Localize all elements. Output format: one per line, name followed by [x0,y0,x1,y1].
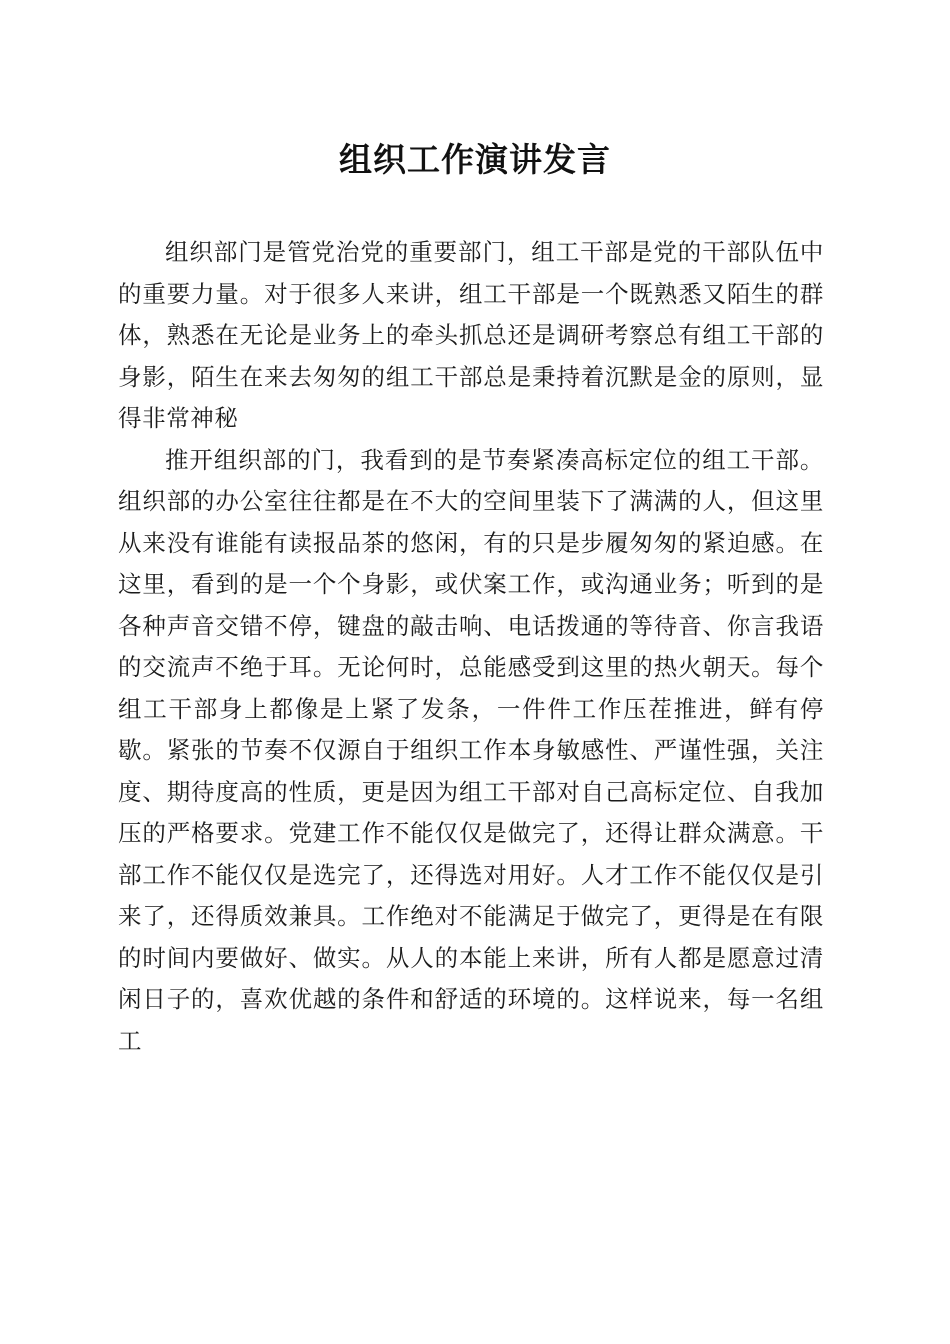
paragraph-2: 推开组织部的门，我看到的是节奏紧凑高标定位的组工干部。组织部的办公室往往都是在不大的空间里装下了满满的人，但这里从来没有谁能有读报品茶的悠闲，有的只是步履匆匆的紧迫感。在这里，看到的是一个个身影，或伏案工作，或沟通业务；听到的是各种声音交错不停，键盘的敲击响、电话拨通的等待音、你言我语的交流声不绝于耳。无论何时，总能感受到这里的热火朝天。每个组工干部身上都像是上紧了发条，一件件工作压茬推进，鲜有停歇。紧张的节奏不仅源自于组织工作本身敏感性、严谨性强，关注度、期待度高的性质，更是因为组工干部对自己高标定位、自我加压的严格要求。党建工作不能仅仅是做完了，还得让群众满意。干部工作不能仅仅是选完了，还得选对用好。人才工作不能仅仅是引来了，还得质效兼具。工作绝对不能满足于做完了，更得是在有限的时间内要做好、做实。从人的本能上来讲，所有人都是愿意过清闲日子的，喜欢优越的条件和舒适的环境的。这样说来，每一名组工 [118,445,824,1055]
paragraph-1: 组织部门是管党治党的重要部门，组工干部是党的干部队伍中的重要力量。对于很多人来讲，组工干部是一个既熟悉又陌生的群体，熟悉在无论是业务上的牵头抓总还是调研考察总有组工干部的身影，陌生在来去匆匆的组工干部总是秉持着沉默是金的原则，显得非常神秘 [118,238,824,432]
document-body [118,232,824,1062]
document-title: 组织工作演讲发言 [339,140,611,179]
